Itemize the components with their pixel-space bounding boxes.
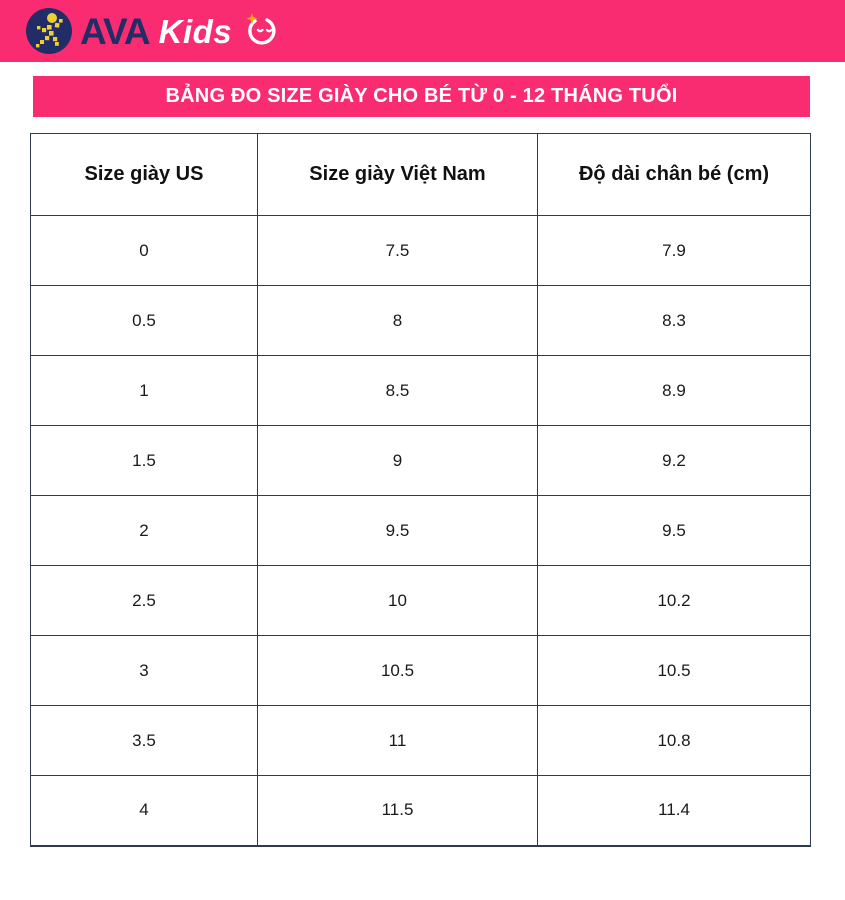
table-cell: 8 <box>258 286 538 356</box>
size-chart-banner <box>33 76 810 117</box>
table-cell: 9.5 <box>538 496 811 566</box>
table-cell: 0.5 <box>31 286 258 356</box>
smiley-wink-icon <box>245 13 281 49</box>
brand-ava-text: AVA <box>80 10 150 52</box>
table-cell: 11.5 <box>258 776 538 846</box>
brand-kids-text: Kids <box>158 12 233 50</box>
table-cell: 8.9 <box>538 356 811 426</box>
table-row <box>31 356 811 426</box>
table-cell: 2.5 <box>31 566 258 636</box>
table-row <box>31 706 811 776</box>
table-row <box>31 286 811 356</box>
table-cell: 10.2 <box>538 566 811 636</box>
table-row <box>31 566 811 636</box>
table-row <box>31 216 811 286</box>
banner-title: BẢNG ĐO SIZE GIÀY CHO BÉ TỪ 0 - 12 THÁNG TUỔI <box>165 85 678 107</box>
table-cell: 11 <box>258 706 538 776</box>
avakids-runner-icon <box>25 7 73 55</box>
table-row <box>31 496 811 566</box>
table-cell: 10 <box>258 566 538 636</box>
table-cell: 7.5 <box>258 216 538 286</box>
column-header-foot-length: Độ dài chân bé (cm) <box>538 134 811 216</box>
table-cell: 10.5 <box>538 636 811 706</box>
table-cell: 8.5 <box>258 356 538 426</box>
avakids-logo <box>25 7 281 55</box>
table-cell: 10.5 <box>258 636 538 706</box>
table-cell: 9 <box>258 426 538 496</box>
size-chart-table <box>30 133 811 847</box>
table-cell: 1 <box>31 356 258 426</box>
brand-header <box>0 0 845 62</box>
table-cell: 9.2 <box>538 426 811 496</box>
table-cell: 4 <box>31 776 258 846</box>
table-cell: 11.4 <box>538 776 811 846</box>
table-row <box>31 776 811 846</box>
table-cell: 9.5 <box>258 496 538 566</box>
table-cell: 10.8 <box>538 706 811 776</box>
table-row <box>31 636 811 706</box>
table-cell: 7.9 <box>538 216 811 286</box>
column-header-size-vn: Size giày Việt Nam <box>258 134 538 216</box>
table-cell: 0 <box>31 216 258 286</box>
table-header-row <box>31 134 811 216</box>
table-row <box>31 426 811 496</box>
table-cell: 3 <box>31 636 258 706</box>
table-cell: 2 <box>31 496 258 566</box>
table-cell: 8.3 <box>538 286 811 356</box>
table-cell: 1.5 <box>31 426 258 496</box>
table-cell: 3.5 <box>31 706 258 776</box>
table-body <box>31 216 811 846</box>
column-header-size-us: Size giày US <box>31 134 258 216</box>
